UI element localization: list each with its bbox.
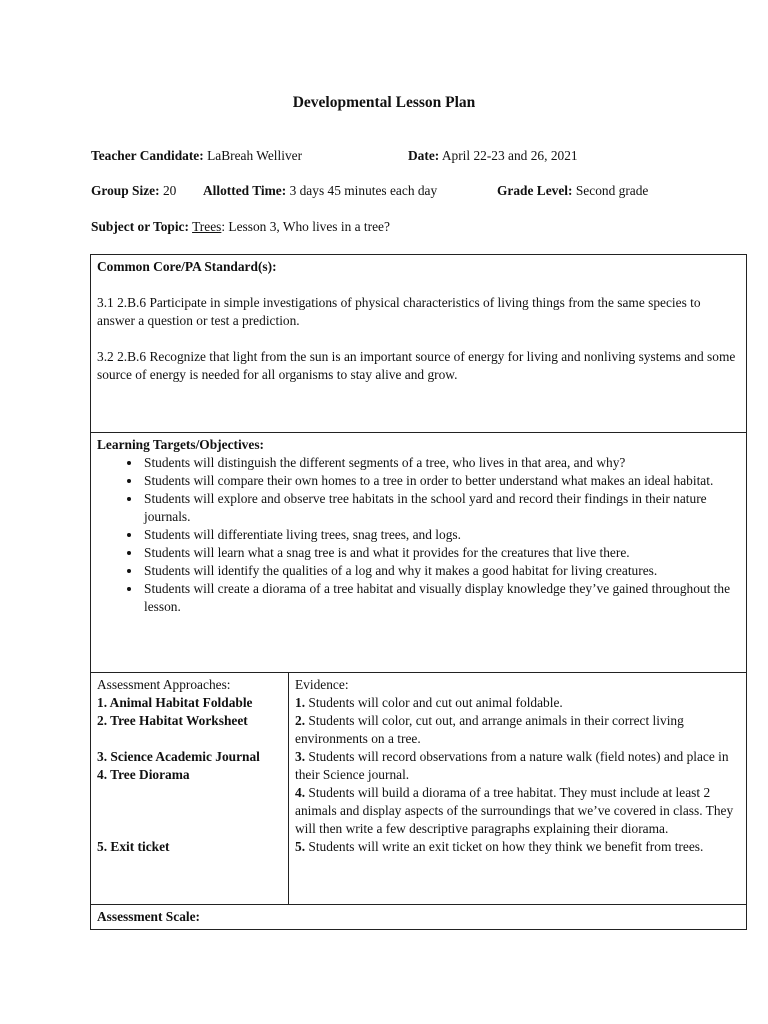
objective-item: • Students will compare their own homes to a tree in order to better understand what makes an ideal habitat. [142,472,740,490]
teacher-row [91,148,302,164]
grade-level-row [497,183,648,199]
objective-item: • Students will identify the qualities of a log and why it makes a good habitat for living creatures. [142,562,740,580]
assessment-scale-heading: Assessment Scale: [97,909,201,924]
approaches-heading: Assessment Approaches: [97,677,231,692]
allotted-time-label: Allotted Time: [203,183,287,198]
group-size-row [91,183,176,199]
date-label: Date: [408,148,440,163]
assessment-approaches-cell [91,673,289,905]
assessment-scale-cell [91,905,747,930]
subject-rest: : Lesson 3, Who lives in a tree? [221,219,390,234]
objective-item: • Students will differentiate living trees, snag trees, and logs. [142,526,740,544]
evidence-item: 5. Students will write an exit ticket on how they think we benefit from trees. [295,839,704,854]
teacher-label: Teacher Candidate: [91,148,204,163]
evidence-item: 3. Students will record observations from a nature walk (field notes) and place in their Science journal. [295,749,729,782]
objectives-heading: Learning Targets/Objectives: [97,437,264,452]
standards-cell [91,255,747,433]
subject-label: Subject or Topic: [91,219,189,234]
subject-topic: Trees [192,219,222,234]
objective-item: • Students will explore and observe tree habitats in the school yard and record their findings in their nature journals. [142,490,740,526]
allotted-time-value: 3 days 45 minutes each day [289,183,438,198]
lesson-plan-table [90,254,747,930]
objectives-cell [91,433,747,673]
allotted-time-row [203,183,437,199]
subject-row [91,219,390,235]
standard-item: 3.2 2.B.6 Recognize that light from the sun is an important source of energy for living and nonliving systems and some source of energy is needed for all organisms to stay alive and grow. [97,349,736,382]
evidence-item: 2. Students will color, cut out, and arrange animals in their correct living environments on a tree. [295,713,684,746]
objective-item: • Students will distinguish the different segments of a tree, who lives in that area, and why? [142,454,740,472]
date-row [408,148,578,164]
evidence-item: 1. Students will color and cut out animal foldable. [295,695,563,710]
grade-level-label: Grade Level: [497,183,573,198]
standards-heading: Common Core/PA Standard(s): [97,259,277,274]
approach-item: 3. Science Academic Journal [97,749,260,764]
approach-item: 1. Animal Habitat Foldable [97,695,253,710]
evidence-heading: Evidence: [295,677,349,692]
objectives-list [97,454,740,616]
date-value: April 22-23 and 26, 2021 [441,148,578,163]
standard-item: 3.1 2.B.6 Participate in simple investigations of physical characteristics of living things from the same species to answer a question or test a prediction. [97,295,701,328]
group-size-value: 20 [162,183,177,198]
teacher-value: LaBreah Welliver [207,148,303,163]
group-size-label: Group Size: [91,183,160,198]
objective-item: • Students will learn what a snag tree is and what it provides for the creatures that live there. [142,544,740,562]
approach-item: 5. Exit ticket [97,839,170,854]
grade-level-value: Second grade [575,183,649,198]
objective-item: • Students will create a diorama of a tree habitat and visually display knowledge they’ve gained throughout the lesson. [142,580,740,616]
evidence-cell [289,673,747,905]
approach-item: 4. Tree Diorama [97,767,190,782]
approach-item: 2. Tree Habitat Worksheet [97,713,248,728]
evidence-item: 4. Students will build a diorama of a tree habitat. They must include at least 2 animals and display aspects of the surroundings that we’ve covered in class. They will then write a few descriptive paragraphs explaining their diorama. [295,785,734,836]
page-title: Developmental Lesson Plan [292,94,476,111]
